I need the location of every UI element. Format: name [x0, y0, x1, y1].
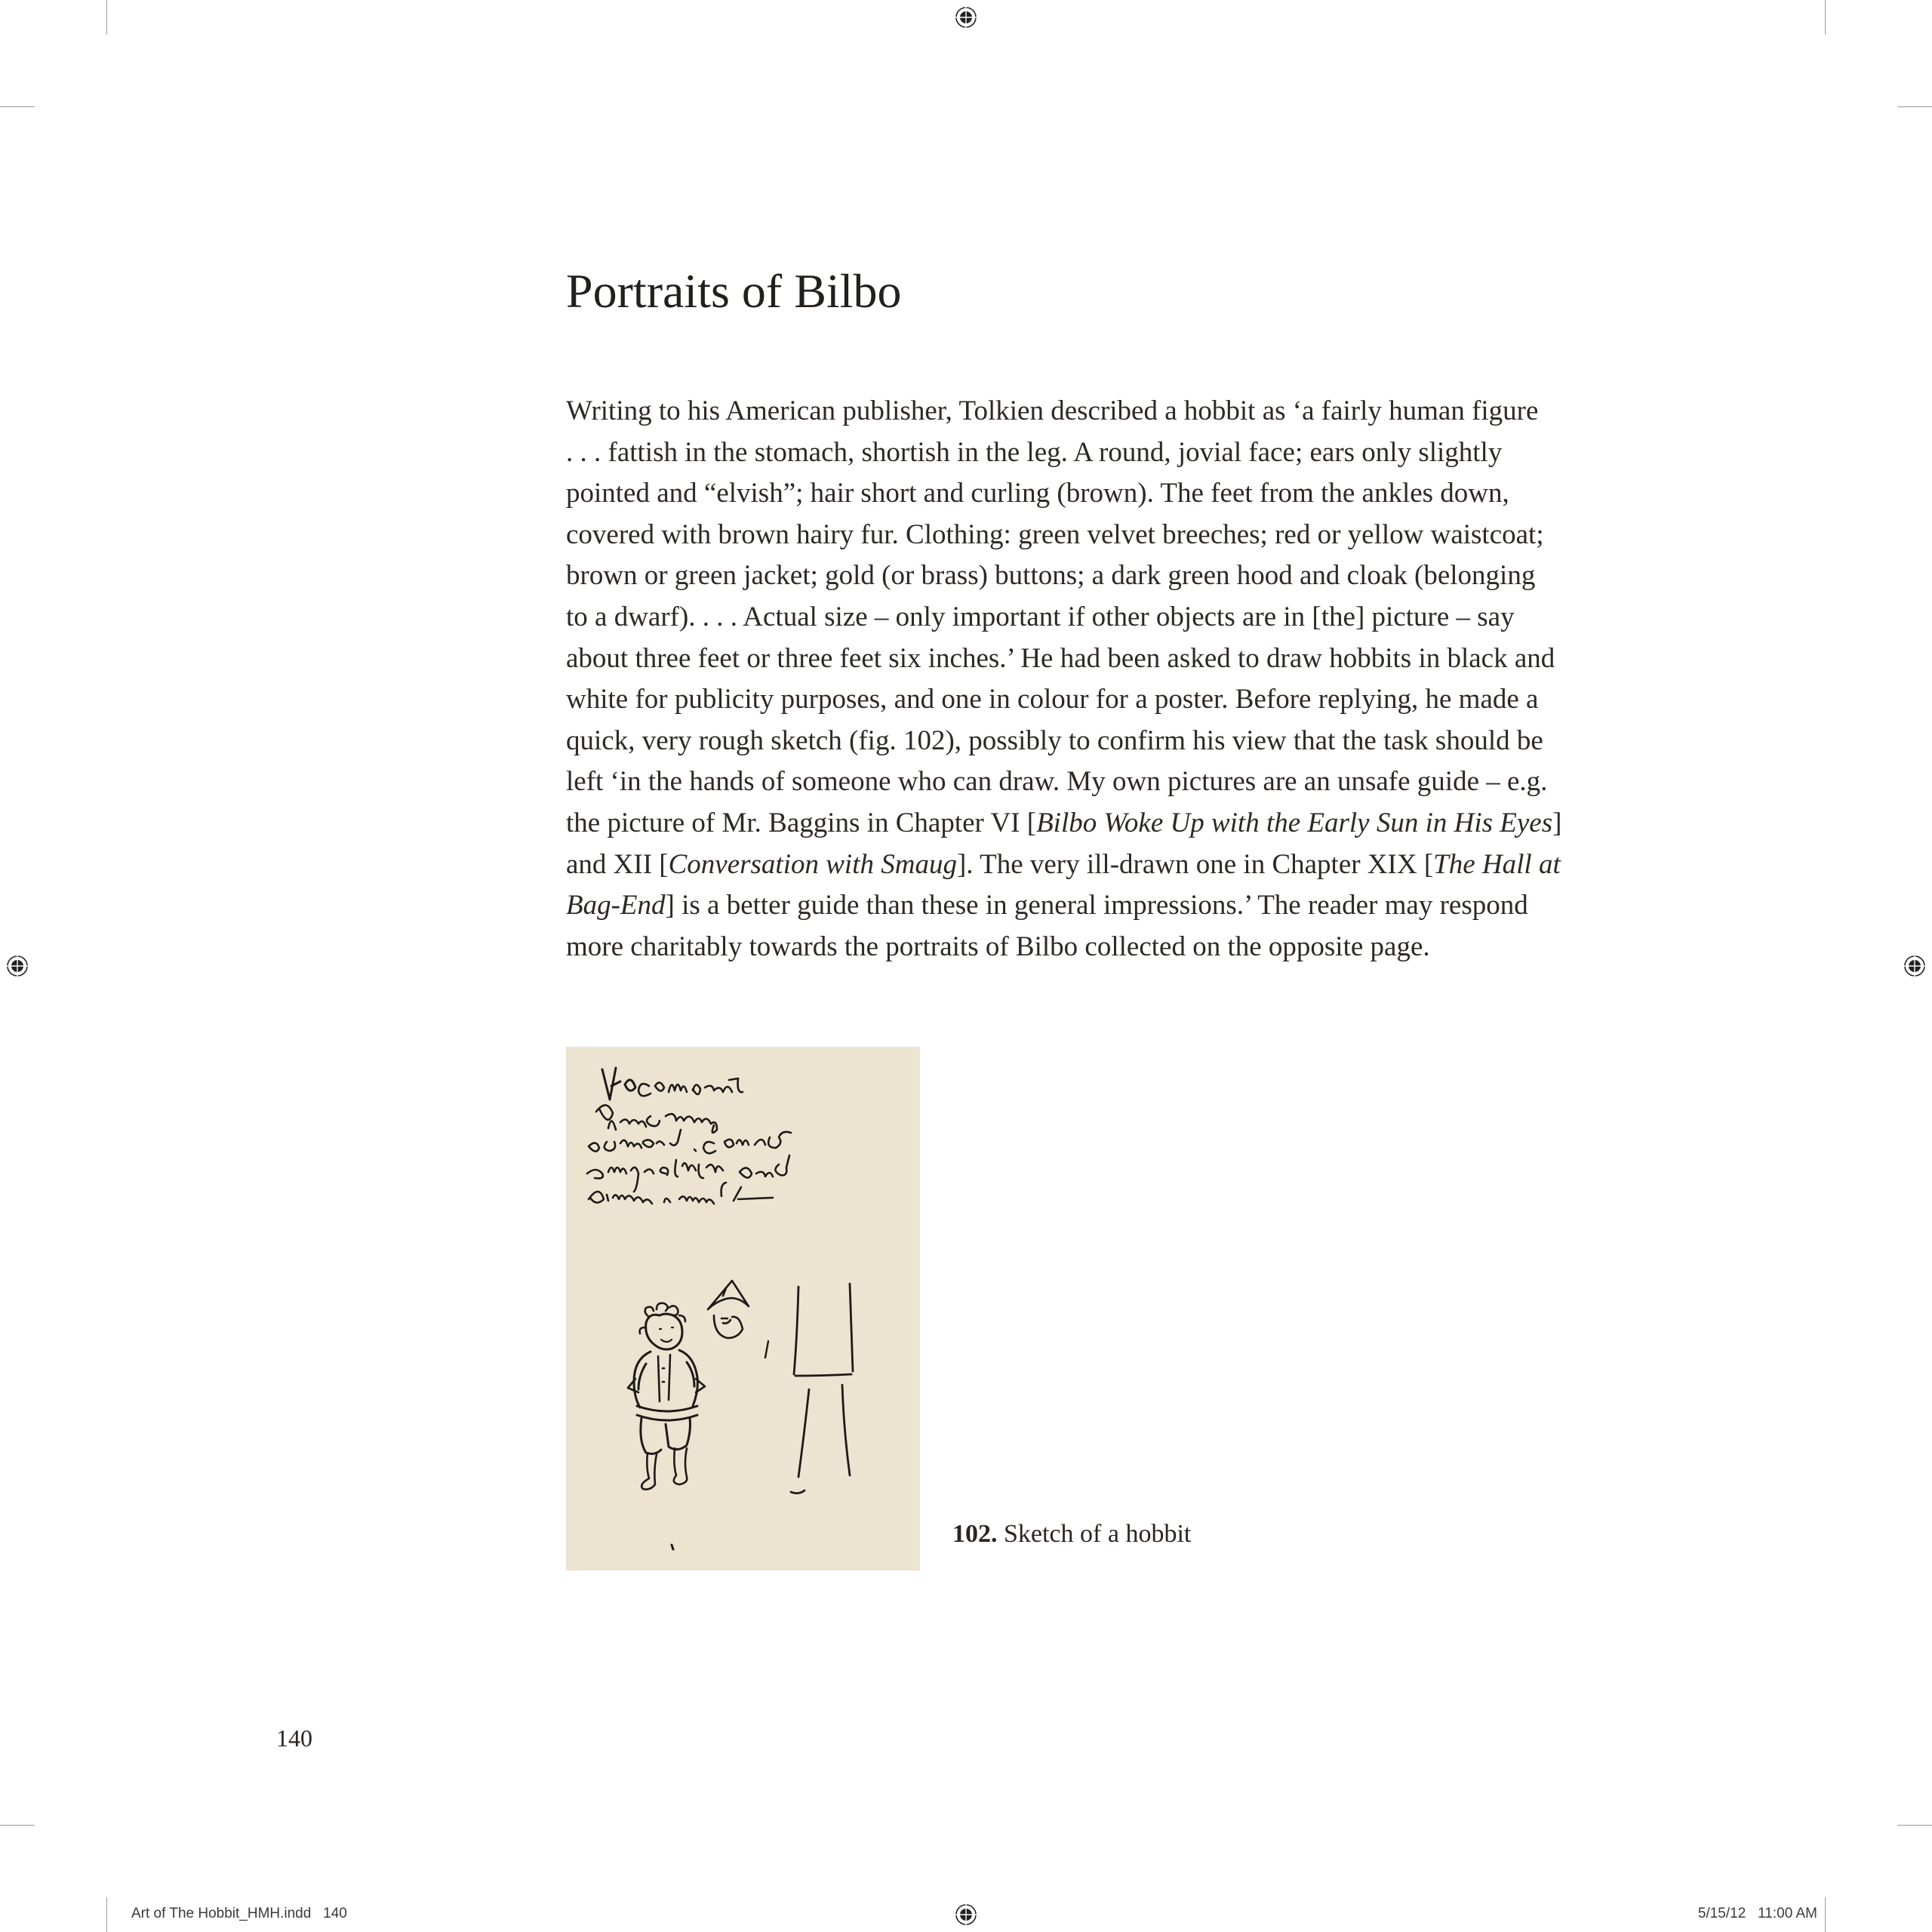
- italic-title: Bilbo Woke Up with the Early Sun in His Eyes: [1036, 807, 1553, 838]
- body-line: [566, 597, 1547, 638]
- body-segment: and XII [: [566, 848, 669, 880]
- italic-title: The Hall at: [1433, 848, 1561, 880]
- body-line: [566, 803, 1562, 844]
- figure-caption: [952, 1517, 1191, 1552]
- italic-title: Conversation with Smaug: [668, 848, 957, 880]
- print-slug-file: Art of The Hobbit_HMH.indd 140: [131, 1906, 347, 1921]
- body-line: [566, 761, 1547, 803]
- body-segment: ] is a better guide than these in general impressions.’ The reader may respond: [665, 890, 1528, 921]
- body-segment: the picture of Mr. Baggins in Chapter VI [: [566, 807, 1037, 838]
- body-segment: quick, very rough sketch (fig. 102), possibly to confirm his view that the task should be: [566, 724, 1543, 756]
- crop-mark: [0, 1825, 35, 1826]
- body-segment: pointed and “elvish”; hair short and curling (brown). The feet from the ankles down,: [566, 478, 1509, 509]
- body-line: [566, 927, 1547, 968]
- body-line: [566, 721, 1547, 762]
- print-slug-date: 5/15/12 11:00 AM: [1697, 1906, 1817, 1921]
- body-segment: to a dwarf). . . . Actual size – only important if other objects are in [the] picture – say: [566, 601, 1515, 632]
- body-line: [566, 432, 1547, 474]
- registration-mark-icon: [955, 6, 977, 29]
- body-segment: left ‘in the hands of someone who can draw. My own pictures are an unsafe guide – e.g.: [566, 766, 1548, 798]
- italic-title: Bag-End: [566, 890, 666, 921]
- crop-mark: [1897, 1825, 1932, 1826]
- sketch-paper: [566, 1047, 920, 1571]
- body-segment: about three feet or three feet six inches.’ He had been asked to draw hobbits in black and: [566, 642, 1555, 674]
- page-title: Portraits of Bilbo: [566, 264, 902, 318]
- body-segment: . . . fattish in the stomach, shortish in the leg. A round, jovial face; ears only slightly: [566, 436, 1503, 468]
- body-line: [566, 638, 1555, 680]
- body-segment: ]: [1552, 807, 1562, 838]
- crop-mark: [106, 1897, 107, 1932]
- body-segment: more charitably towards the portraits of Bilbo collected on the opposite page.: [566, 931, 1430, 962]
- body-segment: ]. The very ill-drawn one in Chapter XIX [: [956, 848, 1434, 880]
- body-line: [566, 679, 1547, 721]
- body-segment: brown or green jacket; gold (or brass) buttons; a dark green hood and cloak (belonging: [566, 560, 1536, 592]
- body-text: [566, 391, 1562, 968]
- body-segment: Writing to his American publisher, Tolkien described a hobbit as ‘a fairly human figure: [566, 395, 1539, 426]
- crop-mark: [0, 106, 35, 107]
- body-line: [566, 844, 1561, 886]
- crop-mark: [106, 0, 107, 35]
- registration-mark-icon: [955, 1903, 977, 1926]
- figure-number: 102.: [952, 1520, 998, 1548]
- crop-mark: [1825, 0, 1826, 35]
- page-number: 140: [276, 1724, 312, 1752]
- crop-mark: [1825, 1897, 1826, 1932]
- crop-mark: [1897, 106, 1932, 107]
- body-line: [566, 391, 1547, 432]
- body-segment: covered with brown hairy fur. Clothing: green velvet breeches; red or yellow waistcoat;: [566, 518, 1544, 550]
- registration-mark-icon: [1903, 955, 1926, 977]
- body-segment: white for publicity purposes, and one in colour for a poster. Before replying, he made a: [566, 684, 1539, 715]
- figure-caption-text: Sketch of a hobbit: [1004, 1520, 1192, 1548]
- body-line: [566, 473, 1547, 515]
- body-line: [566, 555, 1547, 597]
- hobbit-sketch-figure: [566, 1047, 920, 1571]
- body-line: [566, 885, 1547, 927]
- body-line: [566, 515, 1547, 556]
- registration-mark-icon: [6, 955, 29, 977]
